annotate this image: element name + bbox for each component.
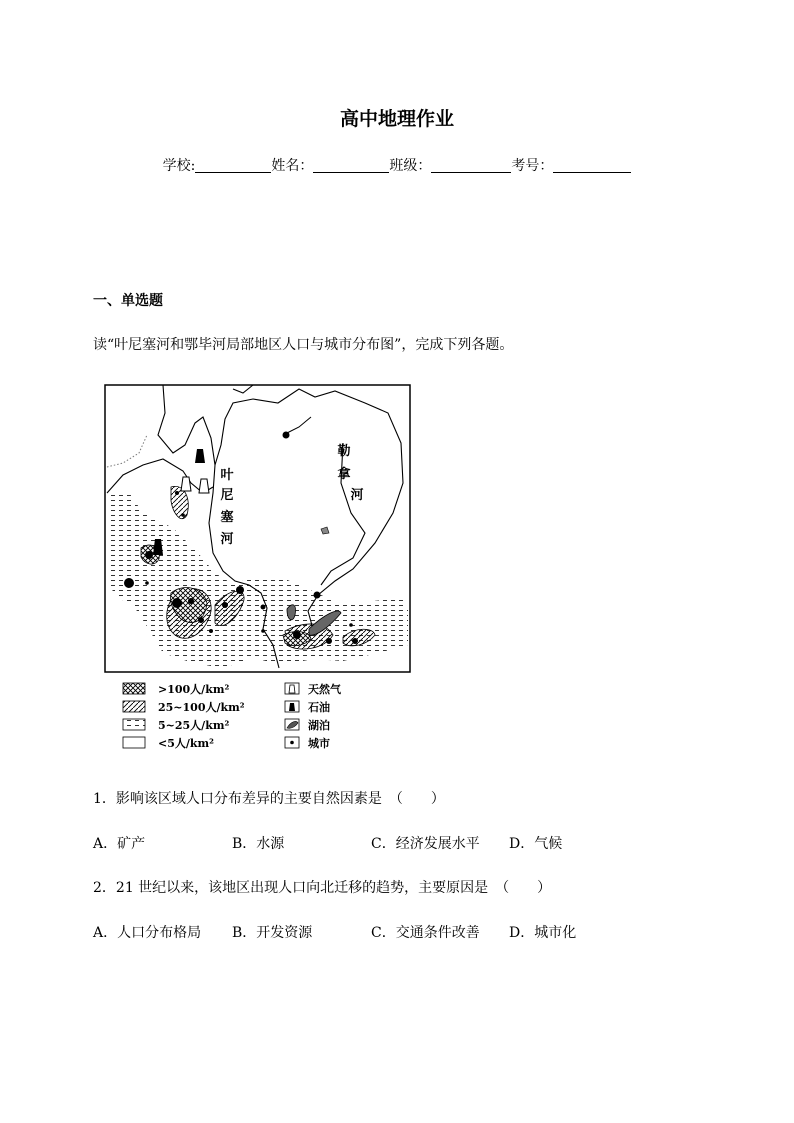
- exam-no-label: 考号：: [511, 158, 554, 174]
- school-label: 学校:: [162, 158, 196, 174]
- name-label: 姓名：: [271, 158, 314, 174]
- legend-label: 城市: [308, 737, 330, 750]
- population-map: [103, 383, 413, 758]
- city-marker: [349, 623, 353, 627]
- city-marker: [326, 638, 332, 644]
- class-label: 班级：: [389, 158, 432, 174]
- yenisei-label-char: 尼: [220, 488, 234, 503]
- city-marker: [293, 631, 301, 639]
- yenisei-label-char: 叶: [220, 468, 234, 483]
- legend-swatch-crosshatch: [123, 683, 145, 694]
- section-title: 一、单选题: [93, 293, 163, 309]
- class-blank[interactable]: [431, 158, 511, 173]
- city-marker: [175, 491, 179, 495]
- lake: [287, 605, 296, 620]
- city-marker: [209, 629, 213, 633]
- gas-icon: [289, 685, 295, 693]
- city-icon: [290, 741, 294, 745]
- oil-icon: [289, 703, 295, 711]
- city-marker: [181, 513, 185, 517]
- gas-field-icon: [199, 479, 209, 493]
- exam-no-blank[interactable]: [553, 158, 631, 173]
- legend-label: 5~25人/km²: [158, 719, 230, 732]
- city-marker: [145, 581, 149, 585]
- question-2-option-b[interactable]: B．开发资源: [232, 925, 313, 941]
- legend-label: >100人/km²: [158, 683, 230, 696]
- legend-swatch-dash: [123, 719, 145, 730]
- lena-label-char: 拿: [337, 467, 351, 482]
- city-marker: [145, 551, 153, 559]
- question-1-option-b[interactable]: B．水源: [232, 836, 285, 852]
- name-blank[interactable]: [313, 158, 389, 173]
- yenisei-label-char: 河: [220, 532, 234, 547]
- city-marker: [124, 578, 134, 588]
- question-2-stem: 2．21 世纪以来，该地区出现人口向北迁移的趋势，主要原因是 （ ）: [93, 880, 552, 896]
- question-2-option-d[interactable]: D．城市化: [509, 925, 577, 941]
- gas-field-icon: [181, 477, 191, 491]
- legend-label: 25~100人/km²: [158, 701, 245, 714]
- page-title: 高中地理作业: [339, 108, 454, 130]
- map-legend: [123, 682, 342, 750]
- lena-label-char: 勒: [337, 444, 351, 459]
- question-1-stem: 1．影响该区域人口分布差异的主要自然因素是 （ ）: [93, 791, 445, 807]
- lena-label-char: 河: [350, 488, 364, 503]
- city-marker: [283, 432, 290, 439]
- student-info-line: [0, 155, 794, 175]
- section-intro: 读“叶尼塞河和鄂毕河局部地区人口与城市分布图”，完成下列各题。: [93, 337, 514, 353]
- legend-label: 天然气: [308, 683, 341, 696]
- city-marker: [314, 592, 321, 599]
- question-2-option-a[interactable]: A．人口分布格局: [93, 925, 202, 941]
- legend-swatch-diagonal: [123, 701, 145, 712]
- city-marker: [222, 602, 228, 608]
- legend-swatch-blank: [123, 737, 145, 748]
- question-1-option-d[interactable]: D．气候: [509, 836, 563, 852]
- yenisei-label-char: 塞: [220, 510, 234, 525]
- city-marker: [172, 598, 182, 608]
- question-1-option-a[interactable]: A．矿产: [93, 836, 146, 852]
- legend-label: 湖泊: [308, 719, 330, 732]
- city-marker: [261, 629, 265, 633]
- question-2-option-c[interactable]: C．交通条件改善: [371, 925, 480, 941]
- city-marker: [188, 598, 194, 604]
- city-marker: [261, 605, 266, 610]
- question-1-option-c[interactable]: C．经济发展水平: [371, 836, 480, 852]
- legend-label: 石油: [308, 701, 330, 714]
- school-blank[interactable]: [195, 158, 271, 173]
- city-marker: [352, 638, 358, 644]
- city-marker: [236, 586, 244, 594]
- city-marker: [198, 617, 204, 623]
- legend-label: <5人/km²: [158, 737, 214, 750]
